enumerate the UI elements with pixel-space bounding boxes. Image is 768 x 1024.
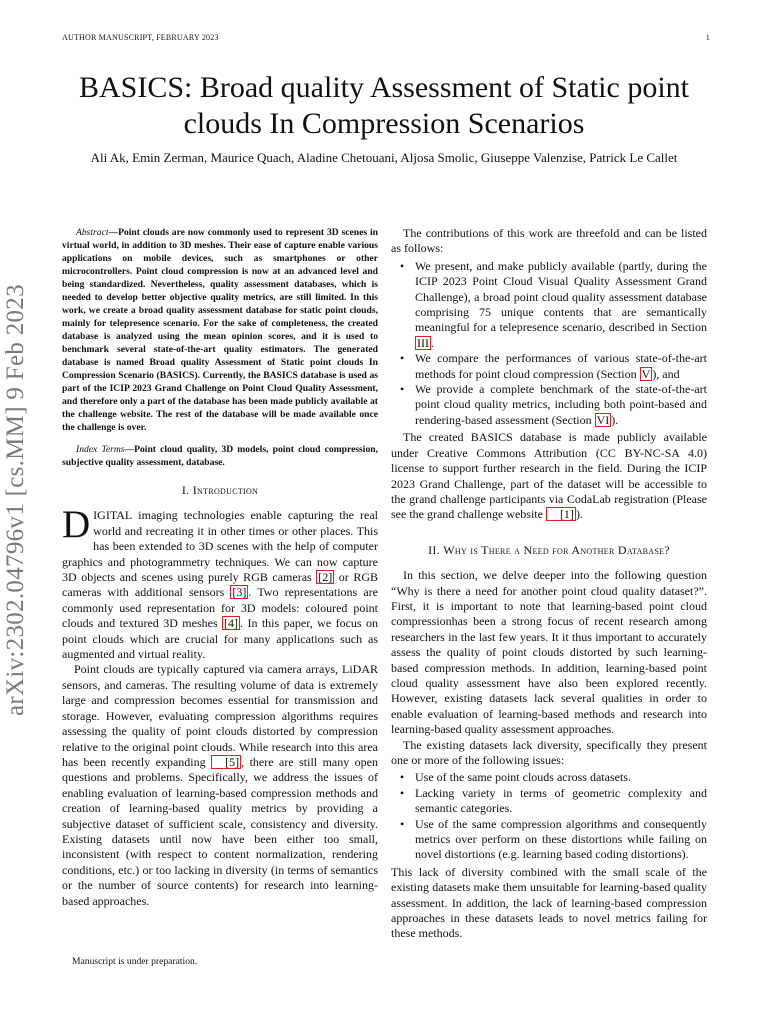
citation-link[interactable]: [3] (232, 585, 247, 600)
availability-tail: ). (575, 507, 583, 522)
section-number: I. (181, 483, 190, 497)
citation-link[interactable]: [4] (224, 616, 239, 631)
need-paragraph-2: The existing datasets lack diversity, specifically they present one or more of the following issues: (391, 737, 707, 767)
list-item: • Use of the same point clouds across datasets. (415, 770, 707, 785)
list-item (415, 351, 707, 382)
left-column (62, 226, 378, 909)
intro-paragraph-1 (62, 503, 378, 662)
issues-list (391, 770, 707, 862)
index-terms-label: Index Terms (76, 444, 125, 455)
section-heading-introduction (62, 483, 378, 498)
list-item-tail: ). (611, 412, 619, 427)
section-link[interactable]: VI (596, 412, 610, 427)
contributions-intro: The contributions of this work are threefold and can be listed as follows: (391, 226, 707, 256)
paper-title: BASICS: Broad quality Assessment of Static point clouds In Compression Scenarios (78, 71, 689, 140)
abstract-label: Abstract (76, 227, 109, 238)
contributions-list (391, 259, 707, 428)
index-terms-text: —Point cloud quality, 3D models, point cloud compression, subjective quality assessment, database. (62, 444, 378, 468)
intro-text-b: or RGB cameras with additional sensors (62, 570, 378, 600)
database-availability-paragraph (391, 430, 707, 522)
citation-link[interactable]: [1] (546, 507, 576, 521)
list-item (415, 382, 707, 428)
citation-link[interactable]: [5] (211, 755, 241, 769)
author-list: Ali Ak, Emin Zerman, Maurice Quach, Aladine Chetouani, Aljosa Smolic, Giuseppe Valenzise, Patrick Le Callet (90, 150, 678, 165)
list-item: • Use of the same compression algorithms and consequently metrics over perform on these distortions while failing on novel distortions (e.g. learning based coding distortions). (415, 817, 707, 863)
list-item-tail: . (431, 335, 434, 350)
drop-cap-letter: D (62, 503, 91, 547)
right-column (391, 226, 707, 942)
intro-paragraph-2 (62, 662, 378, 909)
intro-text-f: , there are still many open questions and problems. Specifically, we address the issues of enabling evaluation of learning-based compression methods and creation of learning-based quality metrics by providing a subjective dataset of sufficient scale, consistency and diversity. Existing datasets until now have been either too small, inconsistent (with respect to content normalization, rendering conditions, etc.) or too lacking in diversity (in terms of semantics or the number of source contents) for research into learning-based approaches. (62, 754, 379, 908)
running-header (62, 33, 710, 42)
page-number: 1 (705, 33, 710, 42)
index-terms-paragraph (62, 443, 378, 469)
list-item-text: We compare the performances of various state-of-the-art methods for point cloud compression (Section (415, 351, 707, 381)
section-title: Why is There a Need for Another Database? (443, 542, 670, 557)
list-item-text: We present, and make publicly available (partly, during the ICIP 2023 Point Cloud Visual Quality Assessment Grand Challenge), a broad point cloud quality assessment database comprising 75 unique contents that are semantically meaningful for a telepresence scenario, described in Section (415, 258, 707, 335)
arxiv-identifier-stamp[interactable]: arXiv:2302.04796v1 [cs.MM] 9 Feb 2023 (2, 284, 29, 716)
need-paragraph-3: This lack of diversity combined with the small scale of the existing datasets make them unsuitable for learning-based quality assessment. In addition, the lack of learning-based compression approaches in these datasets leads to novel metrics failing for these methods. (391, 864, 707, 941)
abstract-text: —Point clouds are now commonly used to represent 3D scenes in virtual world, in addition to 3D meshes. Their ease of capture enable various applications on mobile devices, such as smartphones or other microcontrollers. Point cloud compression is now at an advanced level and being standardized. Nevertheless, quality assessment databases, which is needed to develop better objective quality metrics, are still limited. In this work, we create a broad quality assessment database for static point clouds, mainly for telepresence scenario. For the sake of completeness, the created database is analyzed using the mean opinion scores, and it is used to benchmark several state-of-the-art quality estimators. The generated database is named Broad quality Assessment of Static point clouds In Compression Scenario (BASICS). Currently, the BASICS database is used as part of the ICIP 2023 Grand Challenge on Point Cloud Quality Assessment, and therefore only a part of the database has been made publicly available at the challenge website. The rest of the database will be made available once the challenge is over. (62, 227, 378, 433)
availability-text: The created BASICS database is made publicly available under Creative Commons Attribution (CC BY-NC-SA 4.0) license to support further research in the field. During the ICIP 2023 Grand Challenge, part of the dataset will be accessible to the grand challenge participants via CodaLab registration (Please see the grand challenge website (391, 430, 707, 522)
section-heading-need (391, 543, 707, 558)
intro-text-a: imaging technologies enable capturing the real world and recreating it in other times or other places. This has been extended to 3D scenes with the help of computer graphics and photogrammetry techniques. We can now capture 3D objects and scenes using purely RGB cameras (62, 508, 378, 585)
footnote: Manuscript is under preparation. (72, 956, 198, 967)
running-title: AUTHOR MANUSCRIPT, FEBRUARY 2023 (62, 33, 219, 42)
abstract-paragraph (62, 226, 378, 434)
list-item-tail: ), and (652, 366, 680, 381)
intro-text-e: Point clouds are typically captured via camera arrays, LiDAR sensors, and cameras. The resulting volume of data is extremely large and compression becomes essential for transmission and storage. However, evaluating compression algorithms requires assessing the quality of point clouds distorted by compression relative to the original point clouds. While research into this area has been recently expanding (62, 662, 378, 769)
list-item-text: We provide a complete benchmark of the state-of-the-art point cloud quality metrics, including both point-based and rendering-based assessment (Section (415, 382, 707, 427)
list-item: • Lacking variety in terms of geometric complexity and semantic categories. (415, 786, 707, 817)
intro-text-d: . In this paper, we focus on point clouds which are crucial for many applications such as augmented and virtual reality. (62, 616, 378, 662)
section-link[interactable]: III (417, 335, 429, 350)
section-title: Introduction (192, 483, 259, 497)
section-link[interactable]: V (641, 366, 651, 381)
citation-link[interactable]: [2] (318, 570, 333, 585)
section-number: II. (428, 542, 440, 557)
list-item (415, 259, 707, 351)
need-paragraph-1: In this section, we delve deeper into the following question “Why is there a need for another point cloud quality dataset?”. First, it is important to note that learning-based point cloud compressionhas been a strong focus of recent research among researchers in the last few years. It it thus important to accurately assess the quality of point clouds distorted by such learning-based compression methods. In addition, learning-based point cloud quality assessment have also been explored recently. However, existing datasets lack several qualities in order to enable evaluation of learning-based methods and research into learning-based quality assessment approaches. (391, 568, 707, 737)
intro-text-c: . Two representations are commonly used representation for 3D models: coloured point clouds and textured 3D meshes (62, 585, 378, 631)
abstract-block (62, 226, 378, 469)
drop-cap-lead: IGITAL (93, 508, 133, 523)
